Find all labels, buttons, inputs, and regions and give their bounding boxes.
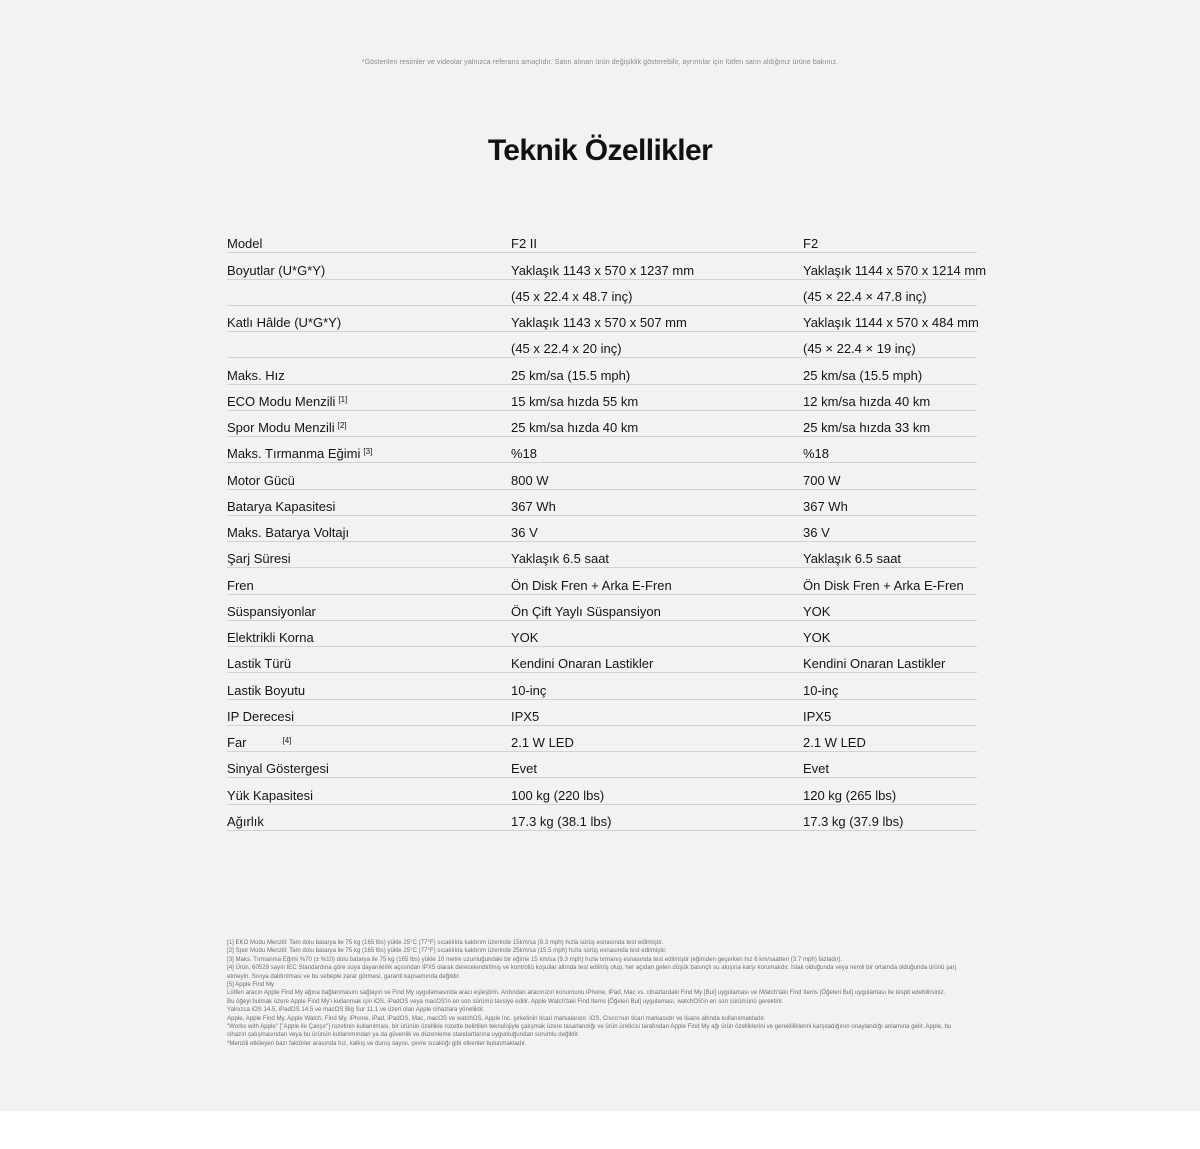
spec-value-f2: YOK [803, 604, 977, 621]
spec-value-f2ii: 25 km/sa (15.5 mph) [511, 368, 803, 385]
table-row [227, 571, 977, 597]
spec-value-f2: 17.3 kg (37.9 lbs) [803, 814, 977, 831]
spec-label [227, 761, 511, 778]
spec-value-f2: 12 km/sa hızda 40 km [803, 394, 977, 411]
spec-label [227, 788, 511, 805]
spec-label [227, 525, 511, 542]
spec-label-text: Motor Gücü [227, 472, 295, 488]
spec-value-f2ii: Yaklaşık 1143 x 570 x 1237 mm [511, 263, 803, 280]
spec-value-f2ii: Ön Disk Fren + Arka E-Fren [511, 578, 803, 595]
footnote-line: [3] Maks. Tırmanma Eğimi %70 (± %10) dolu batarya ile 75 kg (165 lbs) yükle 10 metre uzunluğundaki bir eğime 15 km/sa (9.3 mph) hızla tırmanış esnasında test edilmiştir (eğimden geçerken hız 6 km/saatten (3.7 mph) fazladır). [227, 955, 843, 963]
spec-label-text: Spor Modu Menzili [227, 420, 335, 435]
spec-value-f2: Ön Disk Fren + Arka E-Fren [803, 578, 977, 595]
table-row [227, 361, 977, 387]
spec-label-text: Katlı Hâlde (U*G*Y) [227, 315, 342, 330]
table-row [227, 545, 977, 571]
spec-label-text: Sinyal Göstergesi [227, 761, 329, 777]
spec-label-text: Ağırlık [227, 813, 264, 829]
spec-value-f2: IPX5 [803, 709, 977, 726]
spec-table [227, 230, 987, 834]
spec-label [227, 604, 511, 621]
spec-label [227, 420, 511, 437]
spec-label [227, 263, 511, 280]
spec-value-f2: 120 kg (265 lbs) [803, 788, 977, 805]
table-row [227, 624, 977, 650]
spec-label [227, 473, 511, 490]
spec-value-f2ii: %18 [511, 446, 803, 463]
spec-label-text: ECO Modu Menzili [227, 393, 336, 409]
spec-label [227, 368, 511, 385]
spec-label [227, 709, 511, 726]
spec-value-f2ii: (45 x 22.4 x 48.7 inç) [511, 289, 803, 306]
spec-value-f2ii: Yaklaşık 1143 x 570 x 507 mm [511, 315, 803, 332]
table-row [227, 755, 977, 781]
spec-value-f2ii: Ön Çift Yaylı Süspansiyon [511, 604, 803, 621]
spec-label [227, 683, 511, 700]
spec-value-f2: 25 km/sa (15.5 mph) [803, 368, 977, 385]
spec-label [227, 499, 511, 516]
spec-value-f2ii: 10-inç [511, 683, 803, 700]
footnote-line: Bu öğeyi bulmak üzere Apple Find My'ı kullanmak için iOS, iPadOS veya macOS'in en son sürümü tavsiye edilir. Apple Watch'taki Find Items [Öğeleri Bul] uygulaması, watchOS'in en son sürümünü gerektirir. [227, 997, 784, 1005]
spec-value-f2ii: Evet [511, 761, 803, 778]
spec-label-text: Maks. Hız [227, 367, 285, 383]
footnote-line: [5] Apple Find My [227, 981, 275, 989]
table-row [227, 703, 977, 729]
spec-value-f2: (45 × 22.4 × 19 inç) [803, 341, 977, 358]
spec-value-f2: 2.1 W LED [803, 735, 977, 752]
spec-label [227, 630, 511, 647]
spec-value-f2ii: 2.1 W LED [511, 735, 803, 752]
spec-label [227, 578, 511, 595]
spec-label-text: Maks. Batarya Voltajı [227, 525, 350, 540]
footnote-line: "Works with Apple" ["Apple ile Çalışır"] rozetinin kullanılması, bir ürünün özellikle rozette belirtilen teknolojiyle çalışmak üzere tasarlandığı ve ürün üreticisi tarafından Apple Find My ağı ürün özelliklerini ve gerekliliklerini karşıladığının onaylandığı anlamına gelir. Apple, bu cihazın çalışmasından veya bu ürünün kullanımından ya da güvenlik ve düzenleme standartlarına uygunluğundan sorumlu değildir. [227, 1023, 952, 1039]
footnote-line: *Menzili etkileyen bazı faktörler arasında hız, kalkış ve duruş sayısı, çevre sıcaklığı gibi etkenler bulunmaktadır. [227, 1039, 527, 1047]
spec-label-text: Elektrikli Korna [227, 630, 314, 645]
spec-label [227, 814, 511, 831]
spec-value-f2ii: 17.3 kg (38.1 lbs) [511, 814, 803, 831]
table-row [227, 781, 977, 807]
spec-label-text: Model [227, 236, 263, 252]
table-row [227, 440, 977, 466]
spec-label [227, 551, 511, 568]
spec-value-f2ii: 36 V [511, 525, 803, 542]
table-row [227, 650, 977, 676]
spec-value-f2: 367 Wh [803, 499, 977, 516]
table-row [227, 335, 977, 361]
spec-value-f2: %18 [803, 446, 977, 463]
spec-label [227, 356, 511, 358]
spec-label [227, 656, 511, 673]
spec-label [227, 394, 511, 411]
footnotes [227, 939, 962, 1048]
spec-value-f2: 36 V [803, 525, 977, 542]
spec-value-f2: 25 km/sa hızda 33 km [803, 420, 977, 437]
spec-label [227, 236, 511, 253]
spec-label [227, 304, 511, 306]
spec-value-f2ii: Kendini Onaran Lastikler [511, 656, 803, 673]
footnote-ref: [3] [363, 447, 373, 457]
spec-label-text: Süspansiyonlar [227, 603, 316, 619]
table-row [227, 808, 977, 834]
footnote-line: [2] Spor Modu Menzili: Tam dolu batarya ile 75 kg (165 lbs) yükle 25°C (77°F) sıcaklıkta kaldırım üzerinde 25km/sa (15.5 mph) hızla sürüş esnasında test edilmiştir. [227, 947, 667, 955]
table-row [227, 388, 977, 414]
spec-label-text: Boyutlar (U*G*Y) [227, 262, 326, 278]
spec-value-f2ii: 15 km/sa hızda 55 km [511, 394, 803, 411]
spec-value-f2: Yaklaşık 1144 x 570 x 1214 mm [803, 262, 987, 278]
spec-label [227, 446, 511, 463]
table-row [227, 256, 987, 282]
spec-value-f2: Evet [803, 761, 977, 778]
table-row [227, 676, 977, 702]
spec-label-text: Far [227, 735, 247, 750]
table-row [227, 493, 977, 519]
spec-value-f2: Yaklaşık 6.5 saat [803, 551, 977, 568]
spec-label-text: IP Derecesi [227, 708, 294, 724]
footnote-line: [4] Ürün, 60529 sayılı IEC Standardına göre suya dayanıklılık açısından IPX5 olarak derecelendirilmiş ve kontrollü koşullar altında test edilmiş olup, her açıdan gelen düşük basınçlı su akışına karşı korumalıdır. Islak olduğunda veya nemli bir ortamda olduğunda ürünü şarj etmeyin. Sıvıya daldırılması ve bu sebeple zarar görmesi, garanti kapsamında değildir. [227, 964, 956, 980]
spec-value-f2: (45 × 22.4 × 47.8 inç) [803, 289, 977, 306]
spec-value-f2ii: 800 W [511, 473, 803, 490]
spec-value-f2ii: F2 II [511, 236, 803, 253]
table-row [227, 729, 977, 755]
table-row [227, 283, 977, 309]
spec-label-text: Şarj Süresi [227, 551, 291, 567]
spec-label-text: Lastik Türü [227, 656, 292, 672]
spec-value-f2ii: 25 km/sa hızda 40 km [511, 420, 803, 437]
table-row [227, 519, 977, 545]
spec-value-f2: Yaklaşık 1144 x 570 x 484 mm [803, 315, 979, 330]
spec-label-text: Fren [227, 577, 254, 593]
spec-value-f2ii: 100 kg (220 lbs) [511, 788, 803, 805]
table-row [227, 230, 977, 256]
table-row [227, 466, 977, 492]
spec-value-f2: YOK [803, 630, 977, 647]
spec-value-f2: 10-inç [803, 683, 977, 700]
spec-value-f2ii: Yaklaşık 6.5 saat [511, 551, 803, 568]
footnote-line: Apple, Apple Find My, Apple Watch, Find My, iPhone, iPad, iPadOS, Mac, macOS ve watchOS, Apple Inc. şirketinin ticari markalarıdır. iOS, Cisco'nun ticari markasıdır ve lisans altında kullanılmaktadır. [227, 1014, 766, 1022]
spec-label-text: Yük Kapasitesi [227, 787, 313, 803]
footnote-ref: [2] [337, 421, 347, 430]
footnote-ref: [4] [282, 736, 292, 745]
footnote-line: Lütfen aracın Apple Find My ağına bağlanmasını sağlayın ve Find My uygulamasında aracı eşleştirin. Ardından aracınızın konumunu iPhone, iPad, Mac vs. cihazlardaki Find My [Bul] uygulaması ve iWatch'taki Find Items [Öğeleri Bul] uygulaması ile tespit edebilirsiniz. [227, 989, 946, 997]
spec-label-text: Batarya Kapasitesi [227, 498, 336, 514]
spec-value-f2ii: IPX5 [511, 709, 803, 726]
spec-label [227, 315, 511, 332]
disclaimer-text: *Gösterilen resimler ve videolar yalnızca referans amaçlıdır. Satın alınan ürün değişiklik gösterebilir, ayrıntılar için lütfen satın aldığınız ürüne bakınız. [361, 59, 839, 66]
table-row [227, 309, 977, 335]
spec-value-f2ii: (45 x 22.4 x 20 inç) [511, 341, 803, 358]
page-title: Teknik Özellikler [487, 134, 713, 167]
footnote-line: Yalnızca iOS 14.5, iPadOS 14.5 ve macOS Big Sur 11.1 ve üzeri olan Apple cihazlara yöneliktir. [227, 1006, 485, 1014]
spec-label-text: Lastik Boyutu [227, 682, 306, 698]
spec-value-f2ii: 367 Wh [511, 499, 803, 516]
spec-value-f2: F2 [803, 236, 977, 253]
footnote-line: [1] EKO Modu Menzili: Tam dolu batarya ile 75 kg (165 lbs) yükle 25°C (77°F) sıcaklıkta kaldırım üzerinde 15km/sa (9.3 mph) hızla sürüş esnasında test edilmiştir. [227, 939, 664, 946]
footnote-ref: [1] [338, 394, 348, 404]
table-row [227, 414, 977, 440]
spec-value-f2: Kendini Onaran Lastikler [803, 656, 977, 673]
spec-value-f2: 700 W [803, 473, 977, 490]
spec-label-text: Maks. Tırmanma Eğimi [227, 446, 361, 462]
table-row [227, 598, 977, 624]
spec-label [227, 735, 511, 752]
spec-value-f2ii: YOK [511, 630, 803, 647]
